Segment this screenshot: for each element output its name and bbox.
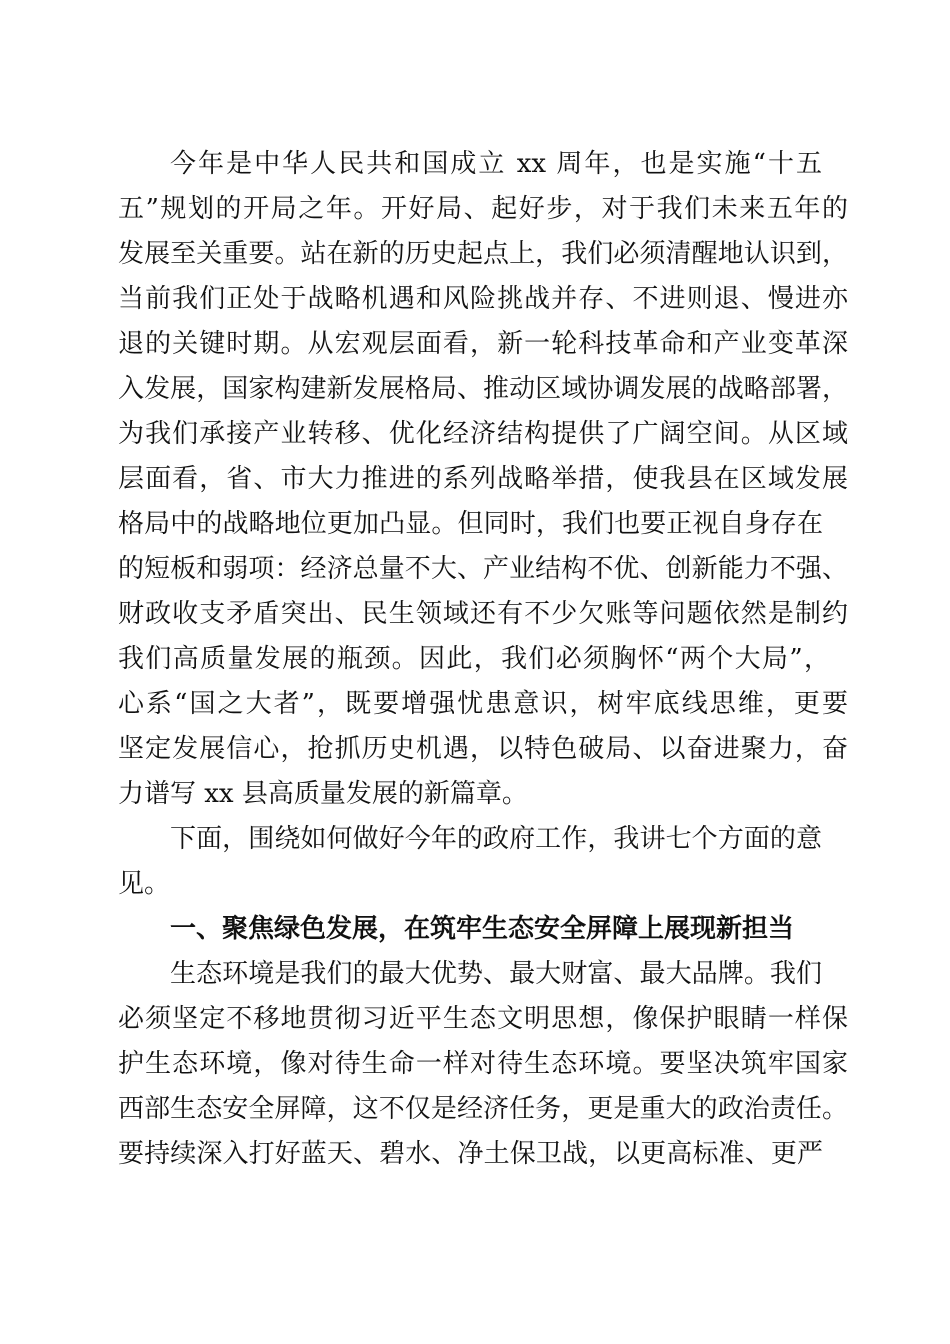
paragraph-2-line-2: 见。 <box>118 869 171 899</box>
paragraph-1-line-1: 今年是中华人民共和国成立 xx 周年，也是实施“十五 <box>170 149 822 179</box>
section-heading-1: 一、聚焦绿色发展，在筑牢生态安全屏障上展现新担当 <box>170 914 795 944</box>
paragraph-1-line-9: 格局中的战略地位更加凸显。但同时，我们也要正视自身存在 <box>118 509 823 539</box>
paragraph-1-line-6: 入发展，国家构建新发展格局、推动区域协调发展的战略部署， <box>118 374 848 404</box>
paragraph-1-line-5: 退的关键时期。从宏观层面看，新一轮科技革命和产业变革深 <box>118 329 848 359</box>
paragraph-3-line-1: 生态环境是我们的最大优势、最大财富、最大品牌。我们 <box>170 959 822 989</box>
paragraph-3-line-4: 西部生态安全屏障，这不仅是经济任务，更是重大的政治责任。 <box>118 1094 848 1124</box>
paragraph-1-line-4: 当前我们正处于战略机遇和风险挑战并存、不进则退、慢进亦 <box>118 284 848 314</box>
paragraph-1-line-13: 心系“国之大者”，既要增强忧患意识，树牢底线思维，更要 <box>118 689 848 719</box>
paragraph-1-line-2: 五”规划的开局之年。开好局、起好步，对于我们未来五年的 <box>118 194 848 224</box>
paragraph-2-line-1: 下面，围绕如何做好今年的政府工作，我讲七个方面的意 <box>170 824 822 854</box>
paragraph-1-line-8: 层面看，省、市大力推进的系列战略举措，使我县在区域发展 <box>118 464 848 494</box>
paragraph-1-line-3: 发展至关重要。站在新的历史起点上，我们必须清醒地认识到， <box>118 239 848 269</box>
paragraph-1-line-11: 财政收支矛盾突出、民生领域还有不少欠账等问题依然是制约 <box>118 599 848 629</box>
paragraph-1-line-10: 的短板和弱项：经济总量不大、产业结构不优、创新能力不强、 <box>118 554 848 584</box>
paragraph-3-line-5: 要持续深入打好蓝天、碧水、净土保卫战，以更高标准、更严 <box>118 1139 823 1169</box>
paragraph-1-line-12: 我们高质量发展的瓶颈。因此，我们必须胸怀“两个大局”， <box>118 644 830 674</box>
paragraph-3-line-2: 必须坚定不移地贯彻习近平生态文明思想，像保护眼睛一样保 <box>118 1004 848 1034</box>
paragraph-1-line-14: 坚定发展信心，抢抓历史机遇，以特色破局、以奋进聚力，奋 <box>118 734 848 764</box>
paragraph-3-line-3: 护生态环境，像对待生命一样对待生态环境。要坚决筑牢国家 <box>118 1049 848 1079</box>
paragraph-1-line-15: 力谱写 xx 县高质量发展的新篇章。 <box>118 779 528 809</box>
paragraph-1-line-7: 为我们承接产业转移、优化经济结构提供了广阔空间。从区域 <box>118 419 848 449</box>
